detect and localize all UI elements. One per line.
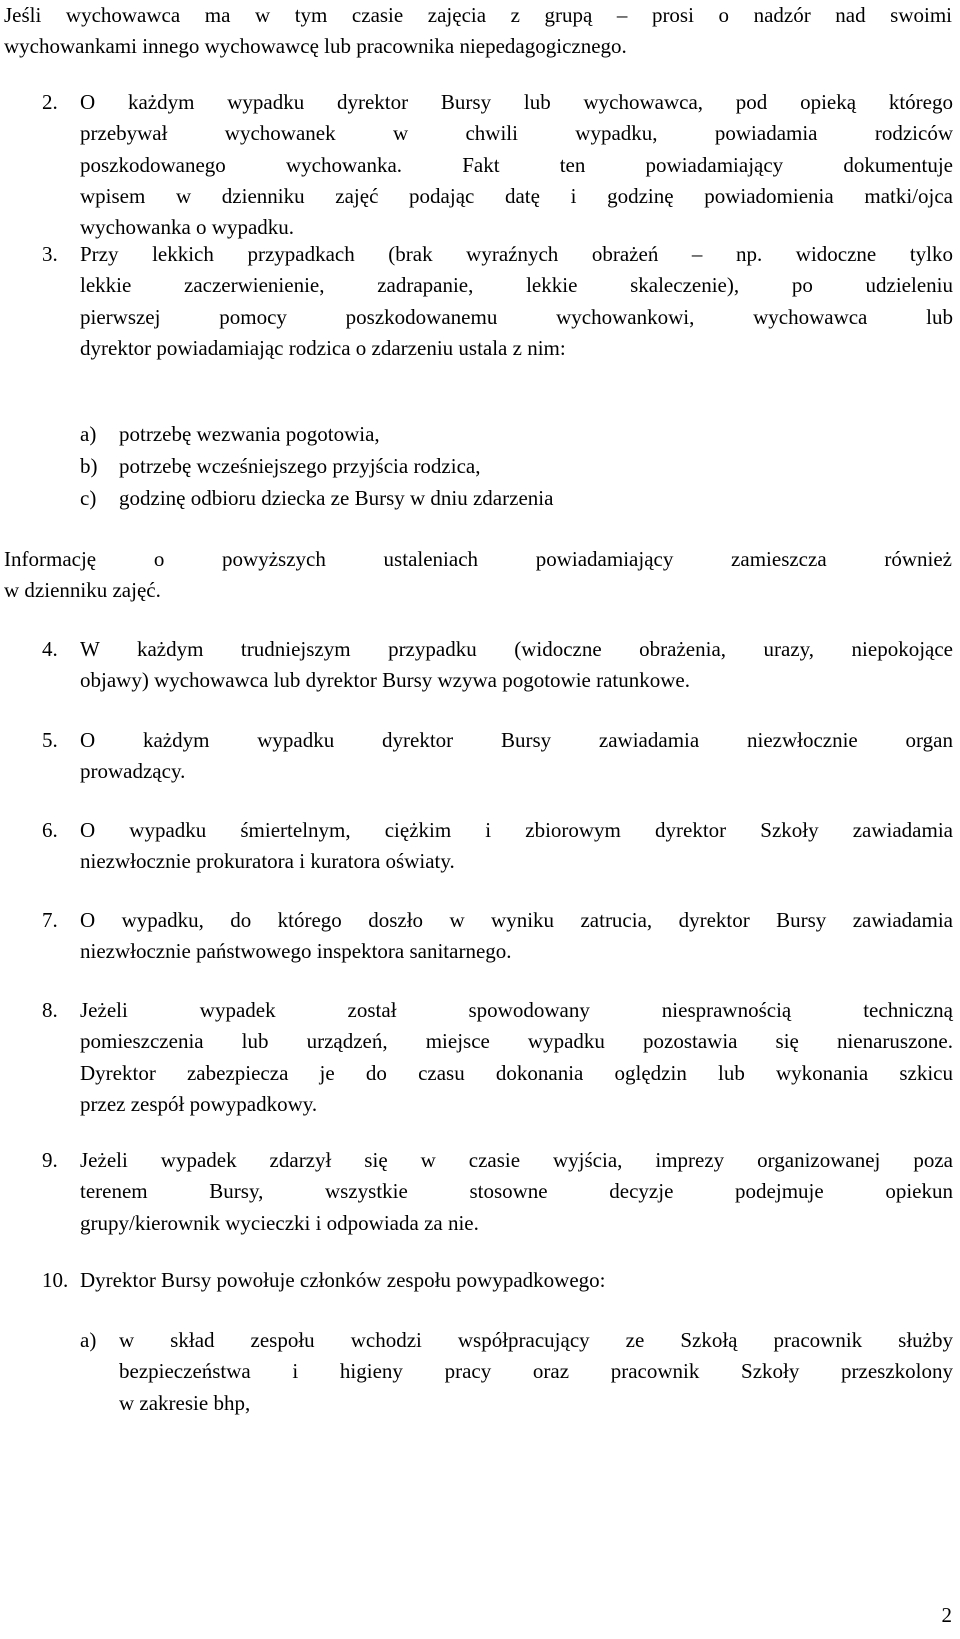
item-line: przebywał wychowanek w chwili wypadku, powiadamia rodziców — [80, 121, 953, 146]
item-line: niezwłocznie prokuratora i kuratora oświaty. — [80, 849, 455, 874]
subitem-text: potrzebę wezwania pogotowia, — [119, 422, 380, 446]
item-line: wpisem w dzienniku zajęć podając datę i godzinę powiadomienia matki/ojca — [80, 183, 953, 208]
subitem-text: godzinę odbioru dziecka ze Bursy w dniu zdarzenia — [119, 486, 554, 510]
item-number: 9. — [42, 1148, 58, 1172]
subitem-label: c) — [80, 486, 97, 510]
subitem-line: w skład zespołu wchodzi współpracujący ze Szkołą pracownik służby — [119, 1328, 953, 1352]
item-line: pierwszej pomocy poszkodowanemu wychowankowi, wychowawca lub — [80, 304, 953, 329]
item-line: wychowanka o wypadku. — [80, 215, 295, 240]
item-line: W każdym trudniejszym przypadku (widoczne obrażenia, urazy, niepokojące — [80, 637, 953, 661]
item-line: niezwłocznie państwowego inspektora sanitarnego. — [80, 939, 512, 964]
item-number: 2. — [42, 90, 58, 114]
subitem-text: potrzebę wcześniejszego przyjścia rodzica, — [119, 454, 481, 478]
item-line: Dyrektor Bursy powołuje członków zespołu powypadkowego: — [80, 1268, 606, 1292]
item-line: prowadzący. — [80, 759, 186, 784]
item-number: 7. — [42, 908, 58, 932]
item-line: Jeżeli wypadek został spowodowany niesprawnością techniczną — [80, 998, 953, 1022]
item-number: 10. — [42, 1268, 69, 1292]
item-line: poszkodowanego wychowanka. Fakt ten powiadamiający dokumentuje — [80, 152, 953, 177]
item-line: Przy lekkich przypadkach (brak wyraźnych obrażeń – np. widoczne tylko — [80, 242, 953, 266]
intro-line: wychowankami innego wychowawcę lub pracownika niepedagogicznego. — [4, 34, 627, 58]
item-line: O każdym wypadku dyrektor Bursy lub wychowawca, pod opieką którego — [80, 90, 953, 114]
subitem-label: b) — [80, 454, 98, 478]
item-line: O wypadku śmiertelnym, ciężkim i zbiorowym dyrektor Szkoły zawiadamia — [80, 818, 953, 842]
item-line: grupy/kierownik wycieczki i odpowiada za nie. — [80, 1210, 479, 1235]
item-line: O wypadku, do którego doszło w wyniku zatrucia, dyrektor Bursy zawiadamia — [80, 908, 953, 932]
item-line: Dyrektor zabezpiecza je do czasu dokonania oględzin lub wykonania szkicu — [80, 1060, 953, 1085]
subitem-label: a) — [80, 1328, 97, 1352]
item-number: 8. — [42, 998, 58, 1022]
subitem-line: bezpieczeństwa i higieny pracy oraz pracownik Szkoły przeszkolony — [119, 1359, 953, 1384]
info-line: w dzienniku zajęć. — [4, 578, 161, 602]
item-line: przez zespół powypadkowy. — [80, 1091, 318, 1116]
item-number: 6. — [42, 818, 58, 842]
page-number: 2 — [941, 1602, 952, 1627]
item-number: 5. — [42, 728, 58, 752]
item-line: pomieszczenia lub urządzeń, miejsce wypadku pozostawia się nienaruszone. — [80, 1029, 953, 1054]
info-line: Informację o powyższych ustaleniach powiadamiający zamieszcza również — [4, 547, 952, 571]
item-line: terenem Bursy, wszystkie stosowne decyzje podejmuje opiekun — [80, 1179, 953, 1204]
item-line: lekkie zaczerwienienie, zadrapanie, lekkie skaleczenie), po udzieleniu — [80, 273, 953, 298]
item-line: Jeżeli wypadek zdarzył się w czasie wyjścia, imprezy organizowanej poza — [80, 1148, 953, 1172]
subitem-label: a) — [80, 422, 97, 446]
item-line: objawy) wychowawca lub dyrektor Bursy wzywa pogotowie ratunkowe. — [80, 668, 691, 693]
subitem-line: w zakresie bhp, — [119, 1390, 251, 1415]
intro-line: Jeśli wychowawca ma w tym czasie zajęcia z grupą – prosi o nadzór nad swoimi — [4, 3, 952, 27]
item-number: 4. — [42, 637, 58, 661]
item-line: O każdym wypadku dyrektor Bursy zawiadamia niezwłocznie organ — [80, 728, 953, 752]
item-line: dyrektor powiadamiając rodzica o zdarzeniu ustala z nim: — [80, 335, 566, 360]
item-number: 3. — [42, 242, 58, 266]
